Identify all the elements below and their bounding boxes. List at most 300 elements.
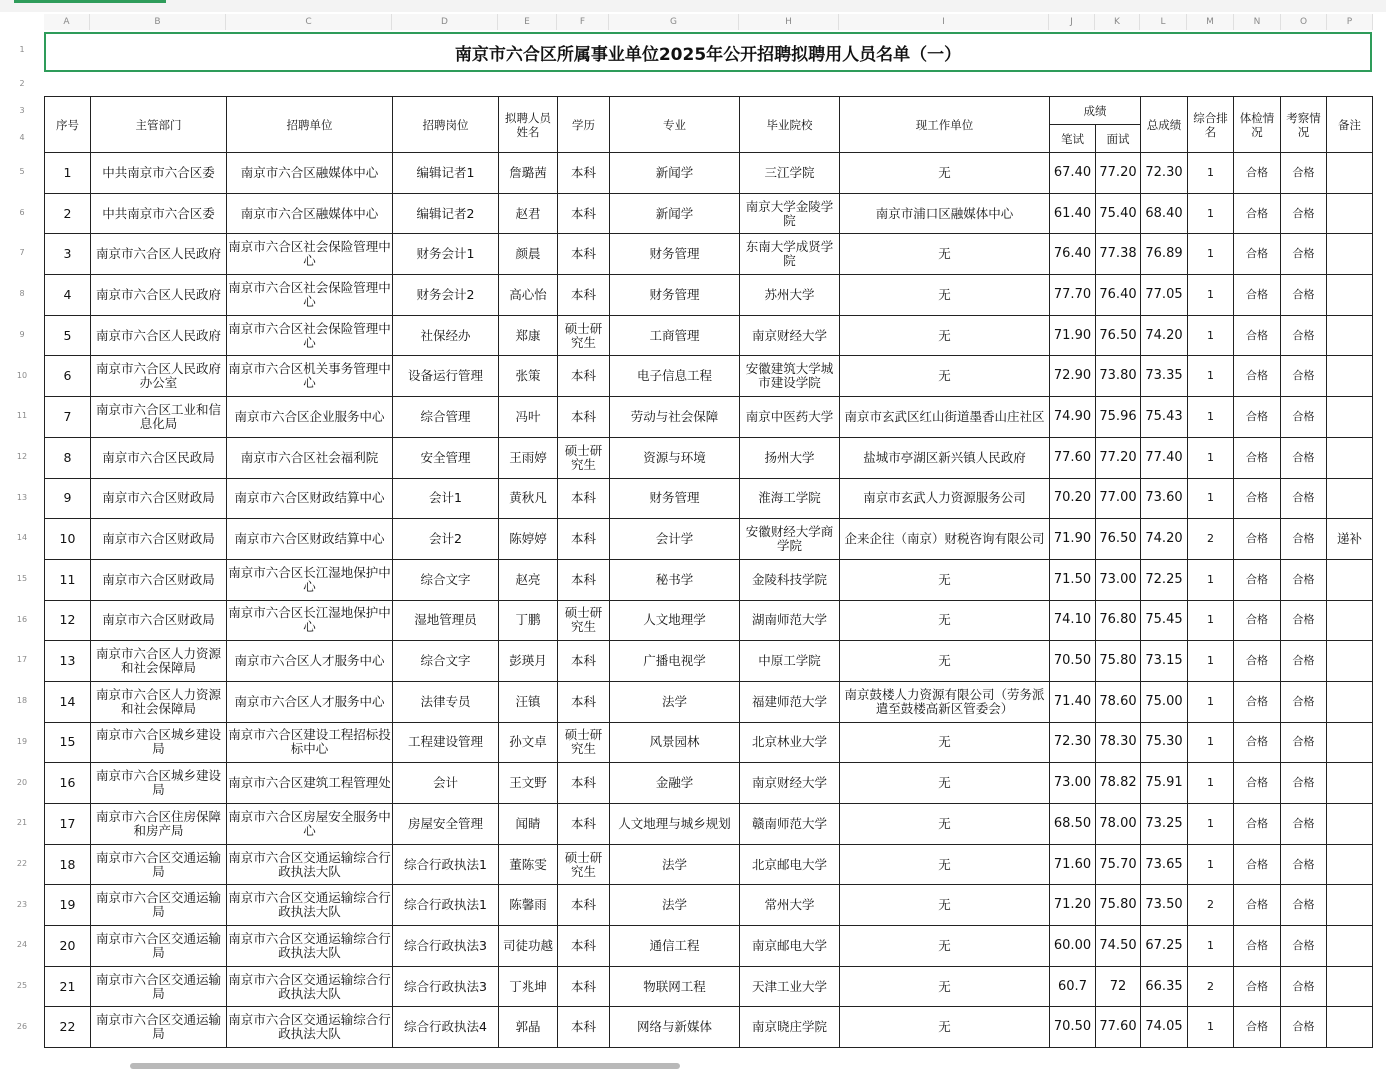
table-cell[interactable]: 68.40 (1141, 193, 1188, 234)
table-cell[interactable]: 会计学 (610, 519, 740, 560)
table-cell[interactable]: 人文地理学 (610, 600, 740, 641)
row-number[interactable]: 17 (16, 655, 28, 665)
table-cell[interactable]: 71.50 (1050, 559, 1096, 600)
table-cell[interactable]: 硕士研究生 (558, 844, 610, 885)
table-cell[interactable]: 南京市浦口区融媒体中心 (840, 193, 1050, 234)
table-cell[interactable]: 南京市六合区交通运输综合行政执法大队 (227, 885, 393, 926)
table-cell[interactable]: 1 (1188, 763, 1234, 804)
table-cell[interactable]: 南京市六合区财政局 (91, 559, 227, 600)
table-cell[interactable]: 73.50 (1141, 885, 1188, 926)
table-cell[interactable]: 南京市六合区交通运输综合行政执法大队 (227, 926, 393, 967)
table-cell[interactable]: 合格 (1281, 681, 1327, 722)
table-cell[interactable]: 合格 (1234, 763, 1281, 804)
table-cell[interactable]: 三江学院 (740, 153, 840, 194)
table-cell[interactable]: 南京市六合区财政局 (91, 478, 227, 519)
table-cell[interactable]: 合格 (1234, 926, 1281, 967)
table-cell[interactable]: 1 (1188, 397, 1234, 438)
header-note[interactable]: 备注 (1327, 97, 1373, 153)
table-cell[interactable]: 71.90 (1050, 315, 1096, 356)
table-cell[interactable]: 南京市六合区社会保险管理中心 (227, 275, 393, 316)
table-cell[interactable]: 73.80 (1096, 356, 1141, 397)
table-cell[interactable]: 闻睛 (499, 804, 558, 845)
table-cell[interactable]: 合格 (1281, 559, 1327, 600)
table-row[interactable] (45, 397, 1373, 438)
table-cell[interactable]: 74.20 (1141, 519, 1188, 560)
table-row[interactable] (45, 153, 1373, 194)
row-number[interactable]: 12 (16, 451, 28, 461)
header-school[interactable]: 毕业院校 (740, 97, 840, 153)
table-cell[interactable]: 南京市六合区人民政府办公室 (91, 356, 227, 397)
table-cell[interactable]: 73.15 (1141, 641, 1188, 682)
table-cell[interactable]: 合格 (1234, 844, 1281, 885)
header-post[interactable]: 招聘岗位 (393, 97, 499, 153)
table-cell[interactable]: 1 (1188, 600, 1234, 641)
table-cell[interactable]: 73.65 (1141, 844, 1188, 885)
table-cell[interactable]: 南京市六合区建设工程招标投标中心 (227, 722, 393, 763)
table-cell[interactable]: 综合行政执法1 (393, 885, 499, 926)
column-header[interactable]: B (90, 14, 226, 30)
column-header[interactable]: N (1234, 14, 1281, 30)
table-cell[interactable]: 南京财经大学 (740, 315, 840, 356)
column-header[interactable]: C (226, 14, 392, 30)
table-cell[interactable]: 2 (45, 193, 91, 234)
table-cell[interactable]: 77.20 (1096, 153, 1141, 194)
table-cell[interactable]: 75.45 (1141, 600, 1188, 641)
table-cell[interactable]: 合格 (1234, 885, 1281, 926)
table-cell[interactable]: 北京林业大学 (740, 722, 840, 763)
row-number[interactable]: 25 (16, 981, 28, 990)
table-cell[interactable]: 合格 (1234, 397, 1281, 438)
table-cell[interactable]: 78.00 (1096, 804, 1141, 845)
table-cell[interactable]: 16 (45, 763, 91, 804)
table-cell[interactable]: 无 (840, 926, 1050, 967)
table-cell[interactable]: 本科 (558, 885, 610, 926)
table-cell[interactable] (1327, 763, 1373, 804)
table-cell[interactable]: 73.00 (1050, 763, 1096, 804)
table-cell[interactable]: 南京市六合区交通运输局 (91, 1007, 227, 1048)
table-cell[interactable]: 66.35 (1141, 966, 1188, 1007)
table-cell[interactable]: 合格 (1281, 478, 1327, 519)
table-cell[interactable] (1327, 153, 1373, 194)
table-cell[interactable]: 无 (840, 315, 1050, 356)
table-cell[interactable]: 本科 (558, 478, 610, 519)
table-cell[interactable]: 南京市六合区交通运输局 (91, 966, 227, 1007)
table-cell[interactable]: 本科 (558, 193, 610, 234)
table-cell[interactable]: 75.96 (1096, 397, 1141, 438)
table-cell[interactable]: 南京市六合区交通运输局 (91, 844, 227, 885)
row-number[interactable]: 11 (16, 411, 28, 421)
table-cell[interactable]: 合格 (1234, 681, 1281, 722)
table-cell[interactable]: 赣南师范大学 (740, 804, 840, 845)
table-cell[interactable]: 中共南京市六合区委 (91, 153, 227, 194)
table-cell[interactable]: 合格 (1234, 478, 1281, 519)
table-cell[interactable]: 6 (45, 356, 91, 397)
table-cell[interactable]: 70.50 (1050, 641, 1096, 682)
row-number[interactable]: 21 (16, 818, 28, 828)
header-physical[interactable]: 体检情况 (1234, 97, 1281, 153)
table-cell[interactable] (1327, 315, 1373, 356)
table-cell[interactable]: 75.80 (1096, 885, 1141, 926)
table-cell[interactable]: 淮海工学院 (740, 478, 840, 519)
column-header[interactable]: E (498, 14, 557, 30)
table-cell[interactable]: 董陈雯 (499, 844, 558, 885)
table-cell[interactable]: 房屋安全管理 (393, 804, 499, 845)
table-cell[interactable]: 合格 (1281, 193, 1327, 234)
table-cell[interactable]: 综合行政执法3 (393, 966, 499, 1007)
table-cell[interactable]: 73.00 (1096, 559, 1141, 600)
table-cell[interactable]: 中原工学院 (740, 641, 840, 682)
table-cell[interactable]: 77.70 (1050, 275, 1096, 316)
table-cell[interactable]: 76.40 (1050, 234, 1096, 275)
table-cell[interactable]: 财务会计2 (393, 275, 499, 316)
table-cell[interactable]: 1 (1188, 641, 1234, 682)
table-cell[interactable]: 南京市六合区财政结算中心 (227, 478, 393, 519)
table-cell[interactable]: 合格 (1281, 641, 1327, 682)
table-row[interactable] (45, 478, 1373, 519)
table-cell[interactable]: 合格 (1281, 356, 1327, 397)
table-cell[interactable]: 74.05 (1141, 1007, 1188, 1048)
table-cell[interactable] (1327, 641, 1373, 682)
table-cell[interactable]: 无 (840, 600, 1050, 641)
column-header[interactable]: J (1049, 14, 1095, 30)
table-cell[interactable]: 风景园林 (610, 722, 740, 763)
table-cell[interactable]: 南京晓庄学院 (740, 1007, 840, 1048)
table-cell[interactable]: 中共南京市六合区委 (91, 193, 227, 234)
table-cell[interactable]: 南京市六合区融媒体中心 (227, 153, 393, 194)
table-cell[interactable]: 75.91 (1141, 763, 1188, 804)
table-cell[interactable]: 南京市六合区人民政府 (91, 315, 227, 356)
table-cell[interactable]: 7 (45, 397, 91, 438)
table-cell[interactable]: 资源与环境 (610, 437, 740, 478)
table-cell[interactable]: 68.50 (1050, 804, 1096, 845)
table-row[interactable] (45, 926, 1373, 967)
table-cell[interactable]: 1 (1188, 926, 1234, 967)
table-cell[interactable]: 78.60 (1096, 681, 1141, 722)
table-cell[interactable]: 19 (45, 885, 91, 926)
table-cell[interactable]: 74.10 (1050, 600, 1096, 641)
table-cell[interactable]: 2 (1188, 519, 1234, 560)
table-cell[interactable]: 常州大学 (740, 885, 840, 926)
row-number[interactable]: 20 (16, 777, 28, 787)
table-cell[interactable]: 硕士研究生 (558, 315, 610, 356)
table-cell[interactable]: 扬州大学 (740, 437, 840, 478)
table-row[interactable] (45, 1007, 1373, 1048)
table-cell[interactable]: 合格 (1281, 437, 1327, 478)
table-cell[interactable]: 南京市六合区交通运输局 (91, 926, 227, 967)
header-dept[interactable]: 主管部门 (91, 97, 227, 153)
table-cell[interactable]: 67.40 (1050, 153, 1096, 194)
table-cell[interactable]: 黄秋凡 (499, 478, 558, 519)
table-row[interactable] (45, 641, 1373, 682)
table-cell[interactable]: 77.60 (1096, 1007, 1141, 1048)
table-cell[interactable]: 75.80 (1096, 641, 1141, 682)
table-cell[interactable]: 合格 (1281, 763, 1327, 804)
table-cell[interactable]: 王雨婷 (499, 437, 558, 478)
table-cell[interactable]: 南京市六合区人才服务中心 (227, 641, 393, 682)
table-cell[interactable]: 南京市六合区企业服务中心 (227, 397, 393, 438)
table-cell[interactable]: 企来企往（南京）财税咨询有限公司 (840, 519, 1050, 560)
table-cell[interactable]: 本科 (558, 1007, 610, 1048)
table-cell[interactable]: 会计1 (393, 478, 499, 519)
table-cell[interactable]: 南京中医药大学 (740, 397, 840, 438)
table-cell[interactable]: 南京市六合区财政结算中心 (227, 519, 393, 560)
table-cell[interactable]: 高心怡 (499, 275, 558, 316)
table-cell[interactable]: 湖南师范大学 (740, 600, 840, 641)
table-row[interactable] (45, 275, 1373, 316)
table-cell[interactable]: 合格 (1281, 275, 1327, 316)
table-cell[interactable]: 南京市六合区长江湿地保护中心 (227, 559, 393, 600)
table-cell[interactable]: 编辑记者2 (393, 193, 499, 234)
table-cell[interactable]: 本科 (558, 519, 610, 560)
table-cell[interactable]: 13 (45, 641, 91, 682)
table-cell[interactable]: 无 (840, 641, 1050, 682)
table-cell[interactable]: 南京市六合区交通运输综合行政执法大队 (227, 966, 393, 1007)
table-cell[interactable]: 综合行政执法4 (393, 1007, 499, 1048)
table-cell[interactable]: 综合文字 (393, 641, 499, 682)
table-cell[interactable]: 15 (45, 722, 91, 763)
table-cell[interactable]: 71.20 (1050, 885, 1096, 926)
table-cell[interactable]: 61.40 (1050, 193, 1096, 234)
table-cell[interactable]: 南京市六合区社会保险管理中心 (227, 234, 393, 275)
table-cell[interactable]: 10 (45, 519, 91, 560)
table-cell[interactable]: 1 (1188, 1007, 1234, 1048)
table-cell[interactable]: 无 (840, 885, 1050, 926)
table-cell[interactable]: 75.40 (1096, 193, 1141, 234)
column-header[interactable]: O (1281, 14, 1327, 30)
table-cell[interactable]: 76.80 (1096, 600, 1141, 641)
table-cell[interactable]: 金融学 (610, 763, 740, 804)
table-cell[interactable] (1327, 844, 1373, 885)
table-cell[interactable]: 本科 (558, 804, 610, 845)
header-rank[interactable]: 综合排名 (1188, 97, 1234, 153)
table-cell[interactable]: 20 (45, 926, 91, 967)
column-header[interactable]: L (1140, 14, 1187, 30)
table-cell[interactable]: 汪镇 (499, 681, 558, 722)
table-cell[interactable]: 南京市六合区人民政府 (91, 275, 227, 316)
table-cell[interactable]: 盐城市亭湖区新兴镇人民政府 (840, 437, 1050, 478)
table-cell[interactable] (1327, 1007, 1373, 1048)
table-cell[interactable]: 无 (840, 153, 1050, 194)
table-cell[interactable]: 76.50 (1096, 519, 1141, 560)
table-cell[interactable]: 南京市六合区房屋安全服务中心 (227, 804, 393, 845)
table-row[interactable] (45, 315, 1373, 356)
table-cell[interactable]: 78.30 (1096, 722, 1141, 763)
table-cell[interactable]: 72 (1096, 966, 1141, 1007)
table-cell[interactable]: 综合行政执法3 (393, 926, 499, 967)
table-cell[interactable]: 编辑记者1 (393, 153, 499, 194)
row-number[interactable]: 15 (16, 574, 28, 583)
table-cell[interactable]: 21 (45, 966, 91, 1007)
table-cell[interactable]: 71.40 (1050, 681, 1096, 722)
table-cell[interactable]: 王文野 (499, 763, 558, 804)
table-cell[interactable]: 合格 (1234, 315, 1281, 356)
table-row[interactable] (45, 193, 1373, 234)
table-row[interactable] (45, 763, 1373, 804)
table-cell[interactable]: 南京市六合区民政局 (91, 437, 227, 478)
table-cell[interactable]: 赵君 (499, 193, 558, 234)
table-cell[interactable]: 75.43 (1141, 397, 1188, 438)
table-cell[interactable]: 77.05 (1141, 275, 1188, 316)
table-cell[interactable]: 合格 (1234, 559, 1281, 600)
table-cell[interactable]: 无 (840, 234, 1050, 275)
table-cell[interactable]: 本科 (558, 926, 610, 967)
table-cell[interactable]: 合格 (1281, 397, 1327, 438)
table-cell[interactable]: 社保经办 (393, 315, 499, 356)
table-cell[interactable]: 14 (45, 681, 91, 722)
row-number[interactable]: 23 (16, 899, 28, 909)
table-cell[interactable]: 1 (1188, 315, 1234, 356)
table-row[interactable] (45, 885, 1373, 926)
table-cell[interactable] (1327, 722, 1373, 763)
table-cell[interactable] (1327, 926, 1373, 967)
table-cell[interactable]: 70.20 (1050, 478, 1096, 519)
table-cell[interactable]: 南京市六合区社会保险管理中心 (227, 315, 393, 356)
table-cell[interactable]: 南京市六合区建筑工程管理处 (227, 763, 393, 804)
table-cell[interactable]: 合格 (1281, 966, 1327, 1007)
header-inspect[interactable]: 考察情况 (1281, 97, 1327, 153)
table-cell[interactable]: 75.30 (1141, 722, 1188, 763)
table-cell[interactable]: 76.50 (1096, 315, 1141, 356)
table-cell[interactable]: 陈婷婷 (499, 519, 558, 560)
table-cell[interactable]: 合格 (1234, 193, 1281, 234)
row-number[interactable]: 24 (16, 940, 28, 950)
table-cell[interactable]: 67.25 (1141, 926, 1188, 967)
table-cell[interactable]: 南京财经大学 (740, 763, 840, 804)
table-cell[interactable] (1327, 885, 1373, 926)
row-number[interactable]: 7 (19, 248, 25, 258)
table-cell[interactable]: 综合管理 (393, 397, 499, 438)
table-cell[interactable]: 60.7 (1050, 966, 1096, 1007)
table-cell[interactable] (1327, 234, 1373, 275)
table-cell[interactable]: 法学 (610, 885, 740, 926)
table-cell[interactable]: 詹璐茜 (499, 153, 558, 194)
table-cell[interactable]: 硕士研究生 (558, 600, 610, 641)
header-score[interactable]: 成绩 (1050, 97, 1141, 125)
table-cell[interactable] (1327, 804, 1373, 845)
table-cell[interactable]: 南京鼓楼人力资源有限公司（劳务派遣至鼓楼高新区管委会） (840, 681, 1050, 722)
table-cell[interactable]: 新闻学 (610, 153, 740, 194)
table-cell[interactable]: 74.50 (1096, 926, 1141, 967)
table-cell[interactable]: 合格 (1281, 600, 1327, 641)
table-cell[interactable]: 1 (1188, 844, 1234, 885)
table-cell[interactable]: 本科 (558, 397, 610, 438)
table-cell[interactable] (1327, 397, 1373, 438)
table-cell[interactable]: 本科 (558, 234, 610, 275)
table-cell[interactable]: 苏州大学 (740, 275, 840, 316)
table-cell[interactable]: 孙文卓 (499, 722, 558, 763)
table-cell[interactable]: 1 (1188, 275, 1234, 316)
table-cell[interactable] (1327, 275, 1373, 316)
table-cell[interactable]: 南京市六合区社会福利院 (227, 437, 393, 478)
row-number[interactable]: 14 (16, 533, 28, 543)
row-number[interactable]: 3 (19, 106, 25, 115)
table-cell[interactable]: 南京市六合区机关事务管理中心 (227, 356, 393, 397)
table-row[interactable] (45, 722, 1373, 763)
row-number[interactable]: 10 (16, 370, 28, 380)
table-cell[interactable]: 1 (1188, 193, 1234, 234)
table-cell[interactable]: 4 (45, 275, 91, 316)
table-cell[interactable]: 新闻学 (610, 193, 740, 234)
table-cell[interactable]: 本科 (558, 356, 610, 397)
column-header[interactable]: M (1187, 14, 1234, 30)
table-cell[interactable]: 南京市六合区财政局 (91, 600, 227, 641)
table-cell[interactable]: 73.35 (1141, 356, 1188, 397)
table-cell[interactable]: 广播电视学 (610, 641, 740, 682)
table-cell[interactable]: 71.90 (1050, 519, 1096, 560)
table-cell[interactable]: 赵亮 (499, 559, 558, 600)
table-cell[interactable]: 南京市六合区交通运输综合行政执法大队 (227, 844, 393, 885)
table-cell[interactable] (1327, 559, 1373, 600)
table-cell[interactable]: 综合行政执法1 (393, 844, 499, 885)
table-cell[interactable]: 无 (840, 722, 1050, 763)
table-cell[interactable]: 合格 (1281, 234, 1327, 275)
table-row[interactable] (45, 681, 1373, 722)
table-cell[interactable]: 湿地管理员 (393, 600, 499, 641)
table-cell[interactable]: 合格 (1281, 1007, 1327, 1048)
table-cell[interactable]: 金陵科技学院 (740, 559, 840, 600)
table-cell[interactable]: 1 (1188, 356, 1234, 397)
table-row[interactable] (45, 844, 1373, 885)
header-seq[interactable]: 序号 (45, 97, 91, 153)
table-cell[interactable]: 72.25 (1141, 559, 1188, 600)
table-cell[interactable]: 财务管理 (610, 478, 740, 519)
table-cell[interactable]: 电子信息工程 (610, 356, 740, 397)
row-number[interactable]: 16 (16, 614, 28, 624)
table-cell[interactable]: 南京市六合区住房保障和房产局 (91, 804, 227, 845)
column-header[interactable]: P (1327, 14, 1373, 30)
table-cell[interactable]: 本科 (558, 559, 610, 600)
table-cell[interactable]: 无 (840, 356, 1050, 397)
table-cell[interactable]: 合格 (1234, 234, 1281, 275)
table-cell[interactable]: 南京市六合区人民政府 (91, 234, 227, 275)
header-unit[interactable]: 招聘单位 (227, 97, 393, 153)
table-cell[interactable]: 递补 (1327, 519, 1373, 560)
table-cell[interactable]: 合格 (1281, 926, 1327, 967)
table-cell[interactable]: 77.60 (1050, 437, 1096, 478)
table-cell[interactable]: 本科 (558, 153, 610, 194)
table-cell[interactable]: 安徽财经大学商学院 (740, 519, 840, 560)
table-cell[interactable]: 1 (1188, 722, 1234, 763)
table-cell[interactable]: 合格 (1281, 804, 1327, 845)
table-cell[interactable]: 合格 (1281, 153, 1327, 194)
table-cell[interactable]: 陈馨雨 (499, 885, 558, 926)
table-cell[interactable]: 南京大学金陵学院 (740, 193, 840, 234)
table-row[interactable] (45, 519, 1373, 560)
table-cell[interactable]: 17 (45, 804, 91, 845)
table-row[interactable] (45, 600, 1373, 641)
table-cell[interactable]: 22 (45, 1007, 91, 1048)
table-cell[interactable]: 76.40 (1096, 275, 1141, 316)
table-cell[interactable]: 无 (840, 1007, 1050, 1048)
table-cell[interactable]: 本科 (558, 641, 610, 682)
table-cell[interactable]: 合格 (1234, 153, 1281, 194)
row-number[interactable]: 8 (19, 289, 25, 299)
table-cell[interactable]: 南京市六合区融媒体中心 (227, 193, 393, 234)
table-cell[interactable]: 人文地理与城乡规划 (610, 804, 740, 845)
table-row[interactable] (45, 559, 1373, 600)
table-cell[interactable]: 南京市六合区城乡建设局 (91, 722, 227, 763)
table-cell[interactable]: 冯叶 (499, 397, 558, 438)
column-header[interactable]: K (1095, 14, 1140, 30)
table-cell[interactable]: 东南大学成贤学院 (740, 234, 840, 275)
table-cell[interactable]: 南京市六合区交通运输综合行政执法大队 (227, 1007, 393, 1048)
column-header[interactable]: I (839, 14, 1049, 30)
table-cell[interactable]: 张策 (499, 356, 558, 397)
table-cell[interactable]: 72.90 (1050, 356, 1096, 397)
column-header[interactable]: F (557, 14, 609, 30)
table-cell[interactable]: 法学 (610, 844, 740, 885)
header-total[interactable]: 总成绩 (1141, 97, 1188, 153)
